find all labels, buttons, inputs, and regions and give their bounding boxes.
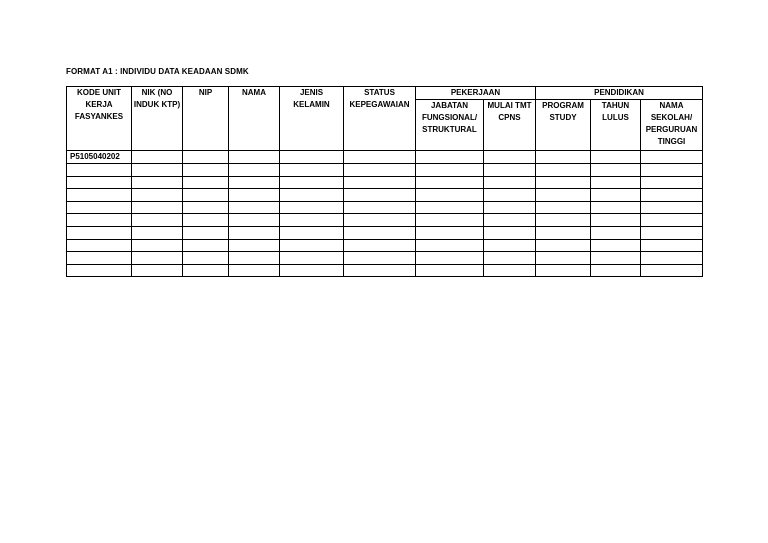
table-cell <box>591 176 641 189</box>
table-cell <box>344 176 416 189</box>
header-pendidikan: PENDIDIKAN <box>536 87 703 100</box>
table-cell <box>183 214 229 227</box>
table-cell <box>484 151 536 164</box>
header-jenis-kelamin: JENIS KELAMIN <box>280 87 344 151</box>
table-cell <box>416 176 484 189</box>
table-row <box>67 201 703 214</box>
table-cell <box>344 226 416 239</box>
table-cell <box>183 239 229 252</box>
table-cell <box>344 264 416 277</box>
table-cell <box>591 226 641 239</box>
table-cell <box>67 252 132 265</box>
table-cell <box>280 176 344 189</box>
table-cell <box>641 214 703 227</box>
table-cell <box>484 252 536 265</box>
table-cell <box>416 201 484 214</box>
table-cell <box>641 239 703 252</box>
table-cell <box>484 176 536 189</box>
table-cell <box>536 264 591 277</box>
table-cell <box>484 201 536 214</box>
header-status-kepegawaian: STATUS KEPEGAWAIAN <box>344 87 416 151</box>
table-cell <box>280 239 344 252</box>
table-cell <box>591 201 641 214</box>
table-cell <box>416 151 484 164</box>
table-cell <box>344 252 416 265</box>
table-cell <box>183 151 229 164</box>
table-cell <box>536 151 591 164</box>
table-cell <box>132 214 183 227</box>
table-cell <box>416 214 484 227</box>
table-cell <box>229 252 280 265</box>
table-cell <box>484 226 536 239</box>
table-cell <box>484 164 536 177</box>
table-cell <box>280 151 344 164</box>
table-cell <box>229 164 280 177</box>
table-cell <box>536 226 591 239</box>
table-cell <box>229 264 280 277</box>
table-cell <box>344 201 416 214</box>
header-tahun-lulus: TAHUN LULUS <box>591 100 641 151</box>
table-cell <box>416 264 484 277</box>
table-cell <box>280 264 344 277</box>
table-cell <box>591 189 641 202</box>
table-cell <box>416 226 484 239</box>
table-cell <box>641 201 703 214</box>
table-cell <box>344 239 416 252</box>
table-cell <box>641 164 703 177</box>
table-cell <box>484 214 536 227</box>
table-row <box>67 189 703 202</box>
table-cell <box>280 252 344 265</box>
table-cell <box>183 164 229 177</box>
table-cell <box>641 176 703 189</box>
table-cell <box>229 189 280 202</box>
table-cell <box>416 164 484 177</box>
table-cell <box>183 201 229 214</box>
table-cell <box>536 239 591 252</box>
table-cell <box>536 214 591 227</box>
table-cell <box>183 176 229 189</box>
table-cell <box>132 189 183 202</box>
table-cell <box>229 151 280 164</box>
table-cell <box>591 164 641 177</box>
table-cell <box>591 239 641 252</box>
table-cell <box>536 164 591 177</box>
table-cell <box>67 176 132 189</box>
table-cell <box>229 201 280 214</box>
header-mulai-tmt: MULAI TMT CPNS <box>484 100 536 151</box>
sdmk-table <box>66 86 703 277</box>
table-cell <box>229 239 280 252</box>
table-cell <box>591 264 641 277</box>
table-cell <box>591 214 641 227</box>
table-cell <box>641 226 703 239</box>
document-title: FORMAT A1 : INDIVIDU DATA KEADAAN SDMK <box>66 67 249 76</box>
table-cell <box>280 226 344 239</box>
table-row <box>67 214 703 227</box>
table-cell <box>67 214 132 227</box>
table-cell <box>591 151 641 164</box>
table-cell <box>132 264 183 277</box>
table-cell <box>591 252 641 265</box>
table-cell <box>67 226 132 239</box>
table-cell <box>416 252 484 265</box>
table-cell <box>229 214 280 227</box>
table-cell <box>132 176 183 189</box>
table-cell <box>280 164 344 177</box>
table-cell <box>536 252 591 265</box>
table-row <box>67 252 703 265</box>
table-cell <box>484 264 536 277</box>
table-cell <box>641 189 703 202</box>
table-cell <box>536 189 591 202</box>
table-cell <box>536 176 591 189</box>
table-cell <box>229 226 280 239</box>
header-nama-sekolah: NAMA SEKOLAH/ PERGURUAN TINGGI <box>641 100 703 151</box>
table-cell <box>229 176 280 189</box>
table-cell <box>67 201 132 214</box>
table-cell <box>344 164 416 177</box>
table-cell <box>416 239 484 252</box>
table-cell <box>484 239 536 252</box>
table-cell <box>183 264 229 277</box>
table-cell <box>132 226 183 239</box>
table-cell <box>641 252 703 265</box>
table-cell <box>67 239 132 252</box>
table-cell <box>132 151 183 164</box>
table-cell <box>132 239 183 252</box>
header-pekerjaan: PEKERJAAN <box>416 87 536 100</box>
table-cell <box>416 189 484 202</box>
table-cell <box>183 189 229 202</box>
table-row <box>67 176 703 189</box>
header-nip: NIP <box>183 87 229 151</box>
table-cell <box>536 201 591 214</box>
table-cell <box>67 264 132 277</box>
header-nik: NIK (NO INDUK KTP) <box>132 87 183 151</box>
table-row <box>67 151 703 164</box>
header-nama: NAMA <box>229 87 280 151</box>
table-row <box>67 264 703 277</box>
table-cell <box>641 151 703 164</box>
header-program-study: PROGRAM STUDY <box>536 100 591 151</box>
header-jabatan: JABATAN FUNGSIONAL/ STRUKTURAL <box>416 100 484 151</box>
table-cell <box>132 164 183 177</box>
table-cell <box>132 252 183 265</box>
table-cell <box>344 151 416 164</box>
table-row <box>67 239 703 252</box>
table-cell <box>280 201 344 214</box>
table-cell <box>484 189 536 202</box>
table-row <box>67 164 703 177</box>
table-body <box>67 151 703 277</box>
table-cell <box>67 189 132 202</box>
table-cell <box>641 264 703 277</box>
table-cell <box>344 214 416 227</box>
table-cell: P5105040202 <box>67 151 132 164</box>
table-cell <box>344 189 416 202</box>
table-cell <box>280 214 344 227</box>
header-kode-unit: KODE UNIT KERJA FASYANKES <box>67 87 132 151</box>
table-cell <box>280 189 344 202</box>
table-cell <box>183 252 229 265</box>
table-row <box>67 226 703 239</box>
table-cell <box>67 164 132 177</box>
table-cell <box>132 201 183 214</box>
table-cell <box>183 226 229 239</box>
